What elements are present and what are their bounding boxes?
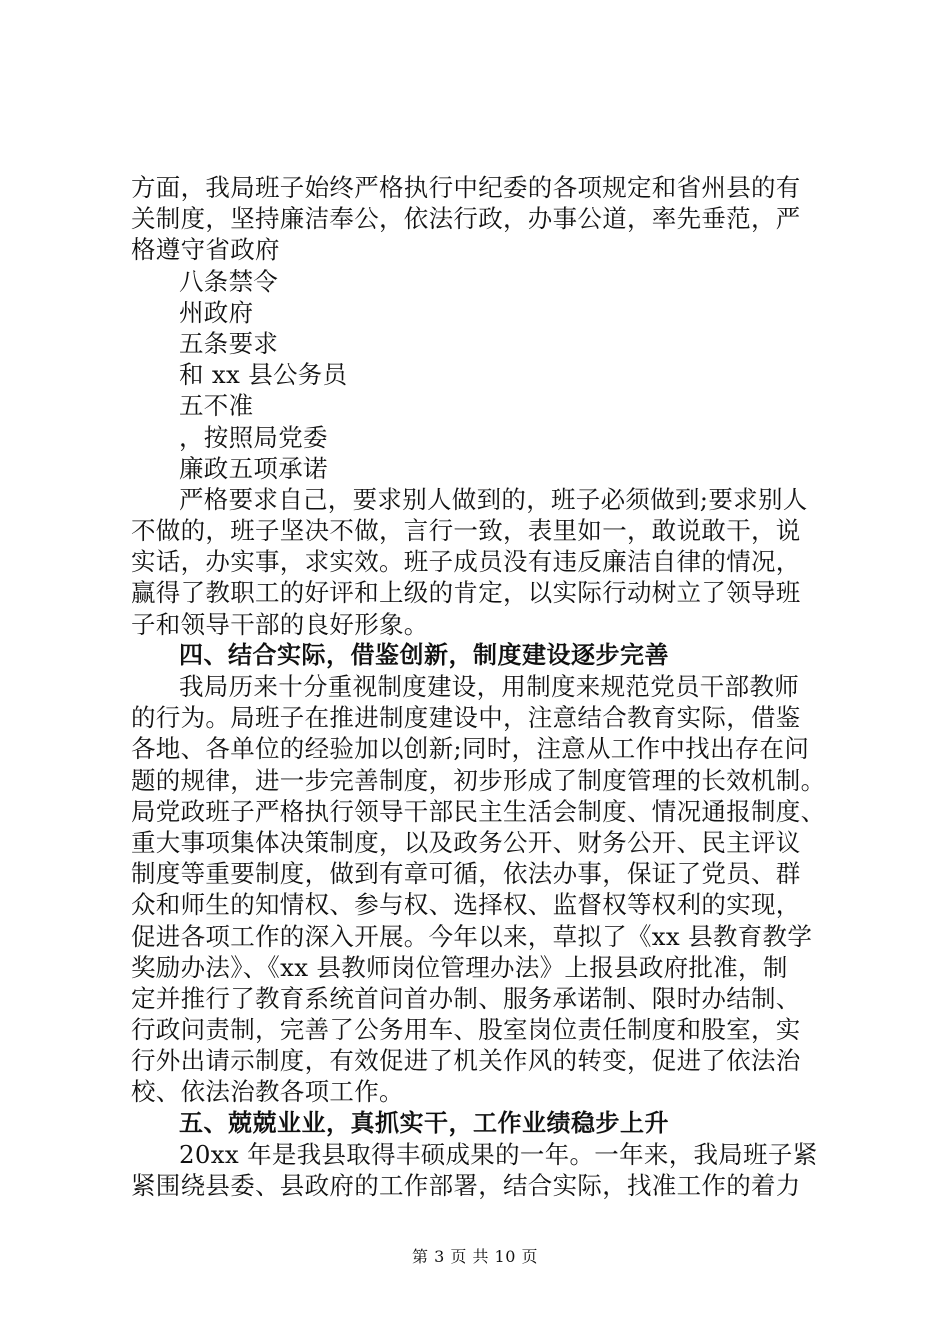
text-line: 题的规律，进一步完善制度，初步形成了制度管理的长效机制。 [131,765,826,795]
text-line: 五不准 [179,391,254,421]
text-line: 的行为。局班子在推进制度建设中，注意结合教育实际，借鉴 [131,703,801,733]
text-line: 行外出请示制度，有效促进了机关作风的转变，促进了依法治 [131,1046,801,1076]
section-heading: 五、兢兢业业，真抓实干，工作业绩稳步上升 [179,1108,669,1137]
text-line: 八条禁令 [179,266,279,296]
text-line: 紧围绕县委、县政府的工作部署，结合实际，找准工作的着力 [131,1171,801,1200]
document-body [131,172,831,1201]
text-line: 行政问责制，完善了公务用车、股室岗位责任制度和股室，实 [131,1015,801,1045]
text-line: 校、依法治教各项工作。 [131,1077,404,1107]
text-line: 实话，办实事，求实效。班子成员没有违反廉洁自律的情况， [131,547,801,577]
text-line: 廉政五项承诺 [179,453,328,483]
text-line: 格遵守省政府 [131,235,280,265]
text-line: 奖励办法》、《xx 县教师岗位管理办法》上报县政府批准，制 [131,952,788,982]
section-heading: 四、结合实际，借鉴创新，制度建设逐步完善 [179,640,669,669]
text-line: 关制度，坚持廉洁奉公，依法行政，办事公道，率先垂范，严 [131,204,801,234]
text-line: 制度等重要制度，做到有章可循，依法办事，保证了党员、群 [131,859,801,889]
text-line: 局党政班子严格执行领导干部民主生活会制度、情况通报制度、 [131,796,826,826]
text-line: 我局历来十分重视制度建设，用制度来规范党员干部教师 [179,672,799,701]
text-line: 促进各项工作的深入开展。今年以来，草拟了《xx 县教育教学 [131,921,813,951]
text-line: 不做的，班子坚决不做，言行一致，表里如一，敢说敢干，说 [131,516,801,546]
text-line: 众和师生的知情权、参与权、选择权、监督权等权利的实现， [131,890,801,920]
text-line: 重大事项集体决策制度，以及政务公开、财务公开、民主评议 [131,827,801,857]
text-line: 子和领导干部的良好形象。 [131,609,429,639]
text-line: 定并推行了教育系统首问首办制、服务承诺制、限时办结制、 [131,983,801,1013]
text-line: 方面，我局班子始终严格执行中纪委的各项规定和省州县的有 [131,173,801,202]
text-line: 和 xx 县公务员 [179,360,348,390]
text-line: 严格要求自己，要求别人做到的，班子必须做到;要求别人 [179,484,808,514]
text-line: ，按照局党委 [179,422,328,452]
text-line: 20xx 年是我县取得丰硕成果的一年。一年来，我局班子紧 [179,1139,818,1169]
text-line: 赢得了教职工的好评和上级的肯定，以实际行动树立了领导班 [131,578,801,608]
text-line: 各地、各单位的经验加以创新;同时，注意从工作中找出存在问 [131,734,810,764]
text-line: 五条要求 [179,328,279,358]
text-line: 州政府 [179,297,254,327]
page-footer: 第 3 页 共 10 页 [412,1247,538,1266]
